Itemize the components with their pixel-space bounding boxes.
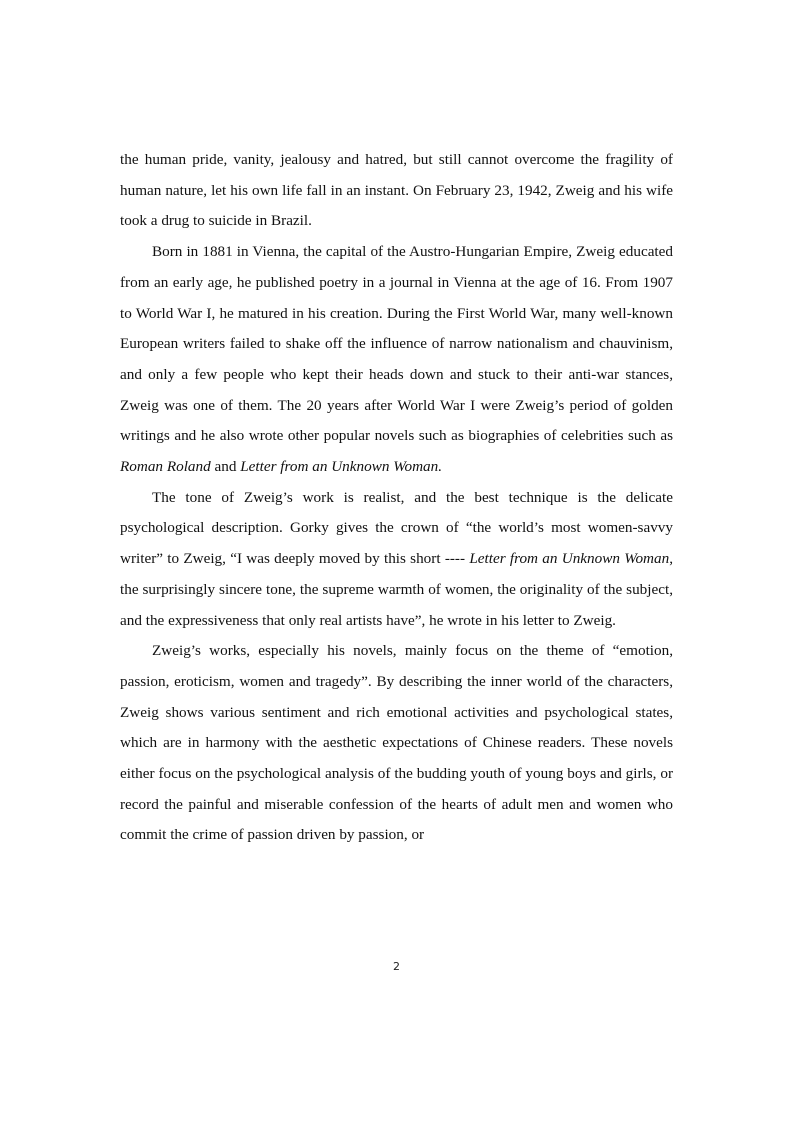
paragraph-text: , the surprisingly sincere tone, the supreme warmth of women, the originality of the subject, and the expressiveness that only real artists have”, he wrote in his letter to Zweig. — [120, 550, 674, 629]
paragraph-2 — [120, 237, 673, 483]
paragraph-1 — [120, 145, 673, 237]
paragraph-4 — [120, 636, 673, 851]
paragraph-text: Born in 1881 in Vienna, the capital of the Austro-Hungarian Empire, Zweig educated from an early age, he published poetry in a journal in Vienna at the age of 16. From 1907 to World War I, he matured in his creation. During the First World War, many well-known European writers failed to shake off the influence of narrow nationalism and chauvinism, and only a few people who kept their heads down and stuck to their anti-war stances, Zweig was one of them. The 20 years after World War I were Zweig’s period of golden writings and he also wrote other popular novels such as biographies of celebrities such as — [120, 243, 673, 445]
paragraph-3 — [120, 483, 673, 637]
paragraph-text: and — [210, 458, 241, 476]
book-title: Roman Roland — [120, 458, 211, 476]
paragraph-text: the human pride, vanity, jealousy and hatred, but still cannot overcome the fragility of human nature, let his own life fall in an instant. On February 23, 1942, Zweig and his wife took a drug to suicide in Brazil. — [120, 151, 673, 230]
paragraph-text: Zweig’s works, especially his novels, mainly focus on the theme of “emotion, passion, eroticism, women and tragedy”. By describing the inner world of the characters, Zweig shows various sentiment and rich emotional activities and psychological states, which are in harmony with the aesthetic expectations of Chinese readers. These novels either focus on the psychological analysis of the budding youth of young boys and girls, or record the painful and miserable confession of the hearts of adult men and women who commit the crime of passion driven by passion, or — [120, 642, 673, 844]
book-title: Letter from an Unknown Woman. — [240, 458, 443, 476]
page-number: 2 — [393, 960, 400, 973]
book-title: Letter from an Unknown Woman — [469, 550, 670, 568]
body-text — [120, 145, 673, 851]
paragraph-text: The tone of Zweig’s work is realist, and the best technique is the delicate psychological description. Gorky gives the crown of “the world’s most women-savvy writer” to Zweig, “I was deeply moved by this short ---- — [120, 488, 673, 568]
